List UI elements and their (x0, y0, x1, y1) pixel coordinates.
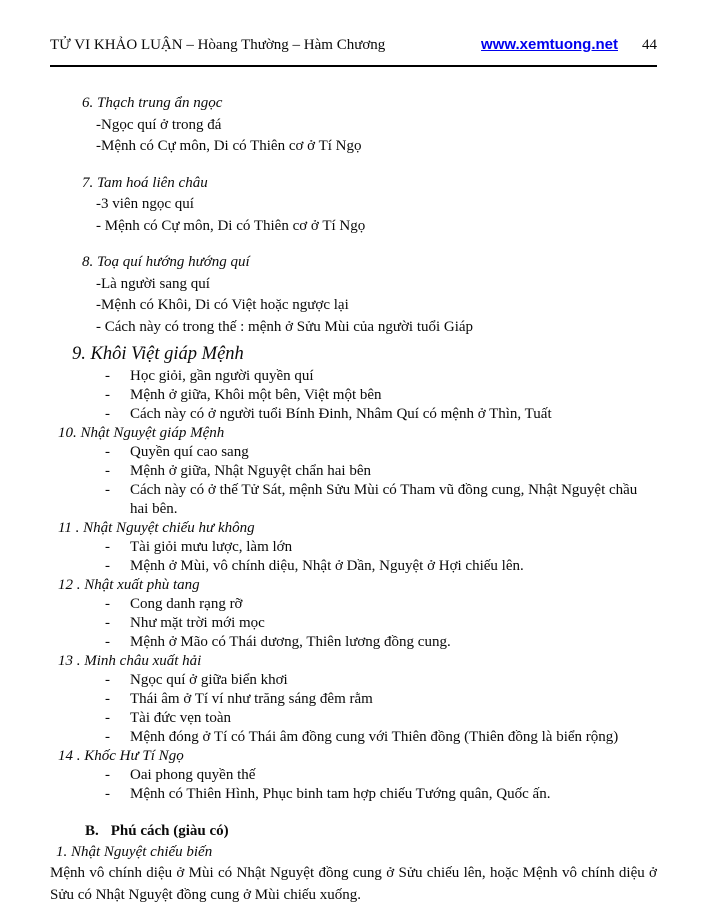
section-item: -Là người sang quí (96, 275, 210, 292)
section-heading: 11 . Nhật Nguyệt chiếu hư không (58, 520, 255, 536)
list-item (102, 728, 657, 747)
list-item (102, 481, 657, 519)
part-b-title: Phú cách (giàu có) (110, 823, 229, 839)
part-b-paragraph: Mệnh vô chính diệu ở Mùi có Nhật Nguyệt đồng cung ở Sửu chiếu lên, hoặc Mệnh vô chính diệu ở Sửu có Nhật Nguyệt đồng cung ở Mùi chiếu xuống. (50, 865, 657, 903)
page-header (50, 36, 657, 67)
list-item-dash: - (105, 406, 110, 422)
section-8 (82, 252, 657, 338)
list-item (102, 709, 657, 728)
section-item: -Ngọc quí ở trong đá (96, 116, 222, 133)
section-item: -Mệnh có Khôi, Di có Việt hoặc ngược lại (96, 297, 349, 313)
list-item-text: Mệnh đóng ở Tí có Thái âm đồng cung với Thiên đồng (Thiên đồng là biển rộng) (130, 729, 619, 745)
list-item-dash: - (105, 615, 110, 631)
list-item-text: Cách này có ở người tuổi Bính Đinh, Nhâm Quí có mệnh ở Thìn, Tuất (130, 406, 552, 422)
section-heading: 9. Khôi Việt giáp Mệnh (72, 344, 244, 364)
list-item (102, 690, 657, 709)
section-heading: 7. Tam hoá liên châu (82, 174, 208, 191)
section-9 (50, 342, 657, 424)
list-item-dash: - (105, 596, 110, 612)
section-heading: 12 . Nhật xuất phù tang (58, 577, 200, 593)
list-item-dash: - (105, 710, 110, 726)
document-content (50, 67, 657, 906)
section-item: - Mệnh có Cự môn, Di có Thiên cơ ở Tí Ngọ (96, 217, 366, 234)
list-item (102, 367, 657, 386)
section-heading: 14 . Khốc Hư Tí Ngọ (58, 748, 184, 764)
part-b-label: B. (85, 823, 99, 839)
list-item-text: Mệnh ở Mùi, vô chính diệu, Nhật ở Dần, Nguyệt ở Hợi chiếu lên. (130, 558, 524, 574)
section-11 (50, 519, 657, 576)
part-b-heading (85, 821, 657, 841)
list-item (102, 405, 657, 424)
list-item (102, 443, 657, 462)
list-item-dash: - (105, 368, 110, 384)
list-item (102, 671, 657, 690)
list-item-text: Ngọc quí ở giữa biển khơi (130, 672, 288, 688)
list-item-text: Mệnh ở giữa, Khôi một bên, Việt một bên (130, 387, 382, 403)
section-item: - Cách này có trong thế : mệnh ở Sửu Mùi của người tuổi Giáp (96, 318, 474, 335)
list-item-text: Mệnh có Thiên Hình, Phục binh tam hợp chiếu Tướng quân, Quốc ấn. (130, 786, 551, 802)
list-item-text: Học giỏi, gần người quyền quí (130, 368, 314, 384)
list-item (102, 557, 657, 576)
list-item-dash: - (105, 786, 110, 802)
section-7 (82, 173, 657, 238)
list-item-dash: - (105, 482, 110, 498)
list-item (102, 386, 657, 405)
list-item-text: Mệnh ở Mão có Thái dương, Thiên lương đồng cung. (130, 634, 451, 650)
section-heading: 6. Thạch trung ẩn ngọc (82, 95, 223, 111)
list-item-dash: - (105, 634, 110, 650)
list-item-dash: - (105, 767, 110, 783)
list-item-dash: - (105, 539, 110, 555)
section-12 (50, 576, 657, 652)
section-14 (50, 747, 657, 804)
section-10 (50, 424, 657, 519)
list-item-text: Như mặt trời mới mọc (130, 615, 265, 631)
section-item: -3 viên ngọc quí (96, 196, 194, 212)
list-item (102, 595, 657, 614)
header-url-link[interactable]: www.xemtuong.net (481, 36, 618, 53)
list-item (102, 462, 657, 481)
list-item-dash: - (105, 558, 110, 574)
header-title: TỬ VI KHẢO LUẬN – Hòang Thường – Hàm Chương (50, 37, 386, 53)
list-item-text: Cong danh rạng rỡ (130, 596, 243, 612)
section-heading: 8. Toạ quí hướng hướng quí (82, 254, 250, 270)
part-b-item-1-heading: 1. Nhật Nguyệt chiếu biến (56, 844, 213, 860)
list-item (102, 785, 657, 804)
list-item-dash: - (105, 672, 110, 688)
list-item-text: Tài đức vẹn toàn (130, 710, 232, 726)
list-item (102, 538, 657, 557)
list-item-text: Quyền quí cao sang (130, 444, 249, 460)
section-13 (50, 652, 657, 747)
list-item (102, 614, 657, 633)
list-item-dash: - (105, 444, 110, 460)
header-page-number: 44 (642, 37, 657, 53)
list-item-text: Cách này có ở thế Tử Sát, mệnh Sửu Mùi có Tham vũ đồng cung, Nhật Nguyệt chầu hai bên. (130, 482, 638, 517)
list-item-dash: - (105, 463, 110, 479)
list-item-text: Oai phong quyền thế (130, 767, 256, 783)
section-item: -Mệnh có Cự môn, Di có Thiên cơ ở Tí Ngọ (96, 138, 362, 154)
list-item-dash: - (105, 691, 110, 707)
list-item-text: Mệnh ở giữa, Nhật Nguyệt chẩn hai bên (130, 463, 371, 479)
list-item (102, 633, 657, 652)
section-heading: 13 . Minh châu xuất hải (58, 653, 202, 669)
list-item-text: Thái âm ở Tí ví như trăng sáng đêm rằm (130, 691, 373, 707)
list-item-text: Tài giỏi mưu lược, làm lớn (130, 539, 293, 555)
list-item-dash: - (105, 387, 110, 403)
list-item (102, 766, 657, 785)
section-6 (82, 93, 657, 158)
list-item-dash: - (105, 729, 110, 745)
section-heading: 10. Nhật Nguyệt giáp Mệnh (58, 425, 225, 441)
